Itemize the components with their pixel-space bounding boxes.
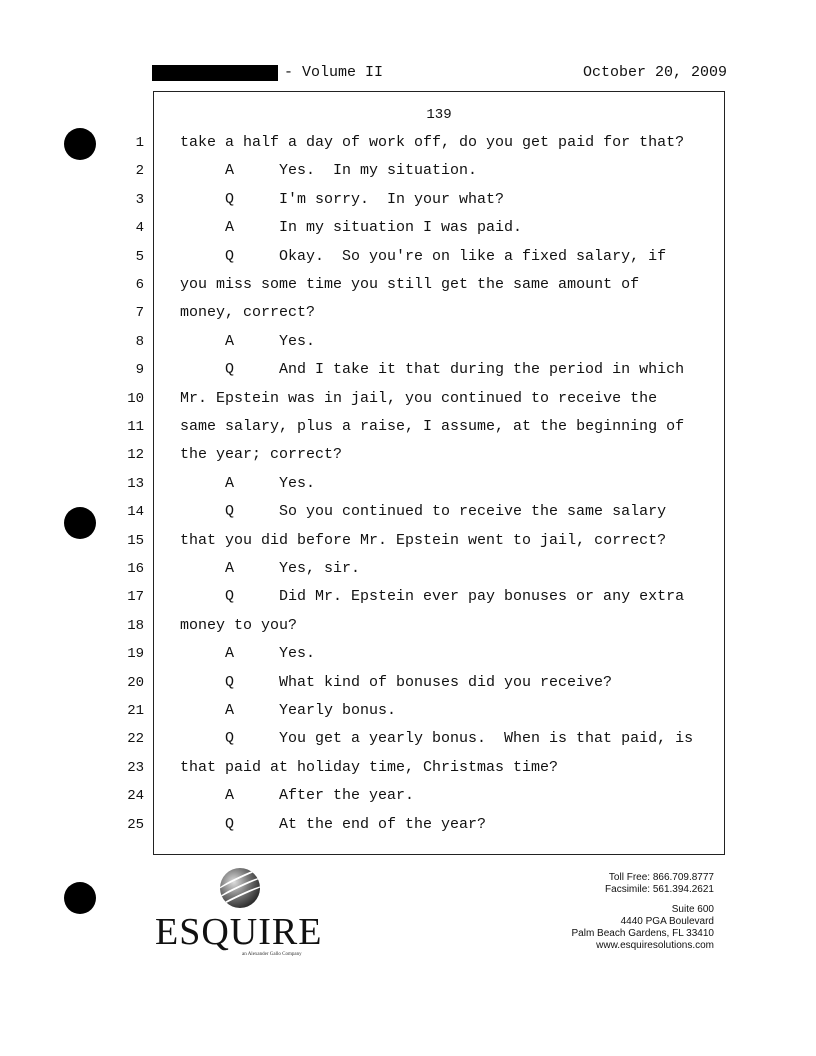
transcript-line: Q Okay. So you're on like a fixed salary, if xyxy=(225,247,667,265)
transcript-line: Q At the end of the year? xyxy=(225,815,487,833)
transcript-line: Q What kind of bonuses did you receive? xyxy=(225,673,613,691)
line-number: 13 xyxy=(127,475,144,492)
line-number: 20 xyxy=(127,674,144,691)
transcript-line: you miss some time you still get the same amount of xyxy=(180,276,640,293)
transcript-line: money, correct? xyxy=(180,304,316,322)
punch-hole-top xyxy=(64,128,96,160)
line-number: 6 xyxy=(135,277,144,293)
website-link[interactable]: www.esquiresolutions.com xyxy=(596,940,714,951)
line-number: 15 xyxy=(127,532,144,549)
line-number: 23 xyxy=(127,759,144,776)
header-date: October 20, 2009 xyxy=(583,64,728,81)
transcript-line: Q So you continued to receive the same salary xyxy=(225,503,667,521)
line-number: 19 xyxy=(127,646,144,663)
transcript-line: A Yes. xyxy=(225,332,316,350)
transcript-line: Q And I take it that during the period in which xyxy=(225,361,685,379)
transcript-line: that paid at holiday time, Christmas time? xyxy=(180,758,559,776)
line-number: 21 xyxy=(127,703,144,719)
transcript-line: A Yes. In my situation. xyxy=(225,162,478,180)
line-number: 16 xyxy=(127,561,144,577)
transcript-line: Mr. Epstein was in jail, you continued to receive the xyxy=(180,389,658,407)
transcript-line: A After the year. xyxy=(225,787,415,805)
line-number: 4 xyxy=(135,220,144,237)
facsimile: Facsimile: 561.394.2621 xyxy=(605,884,714,895)
city-state-zip: Palm Beach Gardens, FL 33410 xyxy=(571,928,714,939)
toll-free: Toll Free: 866.709.8777 xyxy=(608,872,714,883)
line-number: 25 xyxy=(127,816,144,833)
line-number: 11 xyxy=(127,419,144,435)
transcript-line: money to you? xyxy=(180,616,298,634)
transcript-line: Q I'm sorry. In your what? xyxy=(225,190,505,208)
line-number: 18 xyxy=(127,617,144,634)
transcript-line: same salary, plus a raise, I assume, at the beginning of xyxy=(180,418,685,435)
suite: Suite 600 xyxy=(671,904,714,915)
street-address: 4440 PGA Boulevard xyxy=(620,916,714,927)
transcript-line: the year; correct? xyxy=(180,446,343,464)
page-header xyxy=(0,62,816,84)
globe-icon xyxy=(220,868,260,908)
line-number: 5 xyxy=(135,248,144,265)
line-number: 22 xyxy=(127,731,144,748)
line-number: 1 xyxy=(135,135,144,151)
line-number: 9 xyxy=(135,362,144,379)
line-number: 14 xyxy=(127,504,144,521)
line-number: 12 xyxy=(127,447,144,464)
line-number: 8 xyxy=(135,333,144,350)
transcript-line: A Yes. xyxy=(225,645,316,663)
line-number: 17 xyxy=(127,589,144,606)
transcript-line: A Yes, sir. xyxy=(225,560,361,577)
esquire-logo xyxy=(150,866,330,966)
brand-tagline: an Alexander Gallo Company xyxy=(242,952,302,957)
transcript-line: A In my situation I was paid. xyxy=(225,219,523,237)
transcript-line: take a half a day of work off, do you get paid for that? xyxy=(180,134,685,151)
brand-name: ESQUIRE xyxy=(155,911,323,953)
page-number: 139 xyxy=(426,107,452,123)
transcript-line: Q You get a yearly bonus. When is that paid, is xyxy=(225,730,694,748)
line-number: 2 xyxy=(135,163,144,180)
line-number: 7 xyxy=(135,305,144,322)
line-number: 3 xyxy=(135,191,144,208)
contact-info xyxy=(572,872,715,952)
redaction-bar xyxy=(152,65,278,81)
line-number: 10 xyxy=(127,390,144,407)
transcript-line: that you did before Mr. Epstein went to jail, correct? xyxy=(180,531,667,549)
transcript-line: Q Did Mr. Epstein ever pay bonuses or any extra xyxy=(225,588,685,606)
transcript-line: A Yearly bonus. xyxy=(225,702,397,719)
punch-hole-bottom xyxy=(64,882,96,914)
transcript-line: A Yes. xyxy=(225,474,316,492)
punch-hole-middle xyxy=(64,507,96,539)
volume-label: - Volume II xyxy=(284,64,384,81)
line-number: 24 xyxy=(127,788,144,805)
